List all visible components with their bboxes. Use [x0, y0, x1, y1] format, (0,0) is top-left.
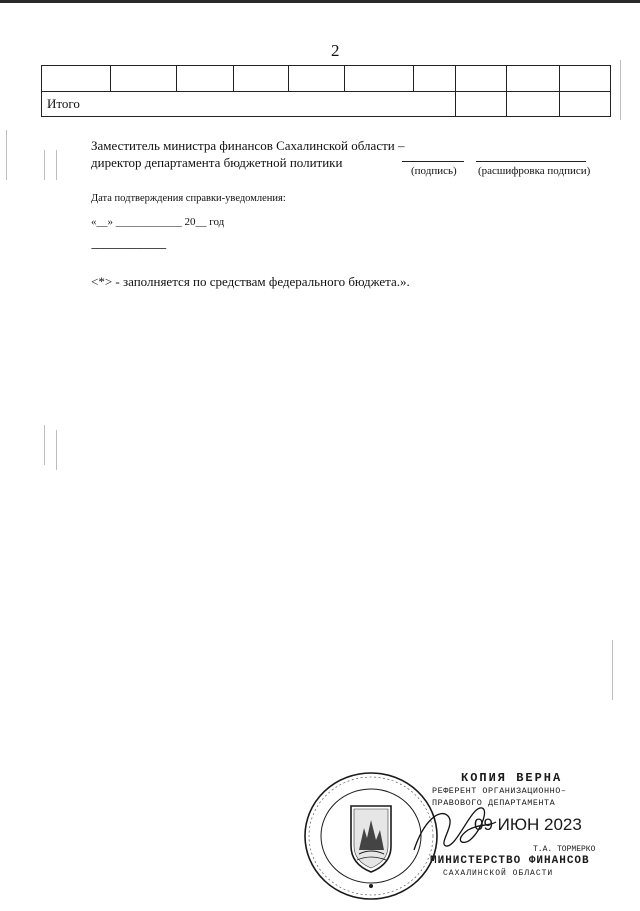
table-row	[42, 66, 611, 92]
separator-line: --------------------------------	[91, 243, 166, 254]
table-cell	[456, 66, 507, 92]
table-cell	[456, 92, 507, 117]
signer-position	[91, 137, 404, 171]
table-cell	[42, 66, 111, 92]
stamp-copy-title: КОПИЯ ВЕРНА	[461, 771, 563, 785]
table-cell	[289, 66, 345, 92]
total-label: Итого	[42, 92, 456, 117]
scan-artifact	[44, 425, 45, 465]
stamp-region: САХАЛИНСКОЙ ОБЛАСТИ	[443, 869, 554, 878]
table-cell	[507, 92, 560, 117]
scan-artifact	[6, 130, 7, 180]
stamp-date: 09 ИЮН 2023	[474, 815, 582, 834]
table-cell	[234, 66, 289, 92]
stamp-referent-line2: ПРАВОВОГО ДЕПАРТАМЕНТА	[432, 798, 556, 808]
scan-artifact	[612, 640, 613, 700]
decryption-line	[476, 161, 586, 162]
page-number: 2	[331, 41, 340, 60]
stamp-referent-line1: РЕФЕРЕНТ ОРГАНИЗАЦИОННО–	[432, 786, 567, 796]
budget-table	[41, 65, 611, 117]
table-cell	[177, 66, 234, 92]
footnote: <*> - заполняется по средствам федерального бюджета.».	[91, 274, 410, 289]
table-cell	[414, 66, 456, 92]
table-cell	[560, 66, 611, 92]
stamp-name: Т.А. ТОРМЕРКО	[533, 845, 596, 854]
decryption-caption: (расшифровка подписи)	[478, 165, 591, 177]
table-cell	[507, 66, 560, 92]
table-cell	[111, 66, 177, 92]
signer-position-line2: директор департамента бюджетной политики	[91, 155, 343, 170]
scan-artifact	[56, 430, 57, 470]
confirmation-date-template: «__» ____________ 20__ год	[91, 216, 225, 228]
table-cell	[345, 66, 414, 92]
signature-caption: (подпись)	[411, 165, 457, 177]
signature-line	[402, 161, 464, 162]
stamp-ministry: МИНИСТЕРСТВО ФИНАНСОВ	[430, 855, 590, 867]
scan-artifact	[56, 150, 57, 180]
table-cell	[560, 92, 611, 117]
scan-top-edge	[0, 0, 640, 3]
signer-position-line1: Заместитель министра финансов Сахалинской области –	[91, 138, 405, 153]
scan-artifact	[44, 150, 45, 180]
confirmation-date-label: Дата подтверждения справки-уведомления:	[91, 193, 286, 204]
table-total-row	[42, 92, 611, 117]
scan-artifact	[620, 60, 621, 120]
